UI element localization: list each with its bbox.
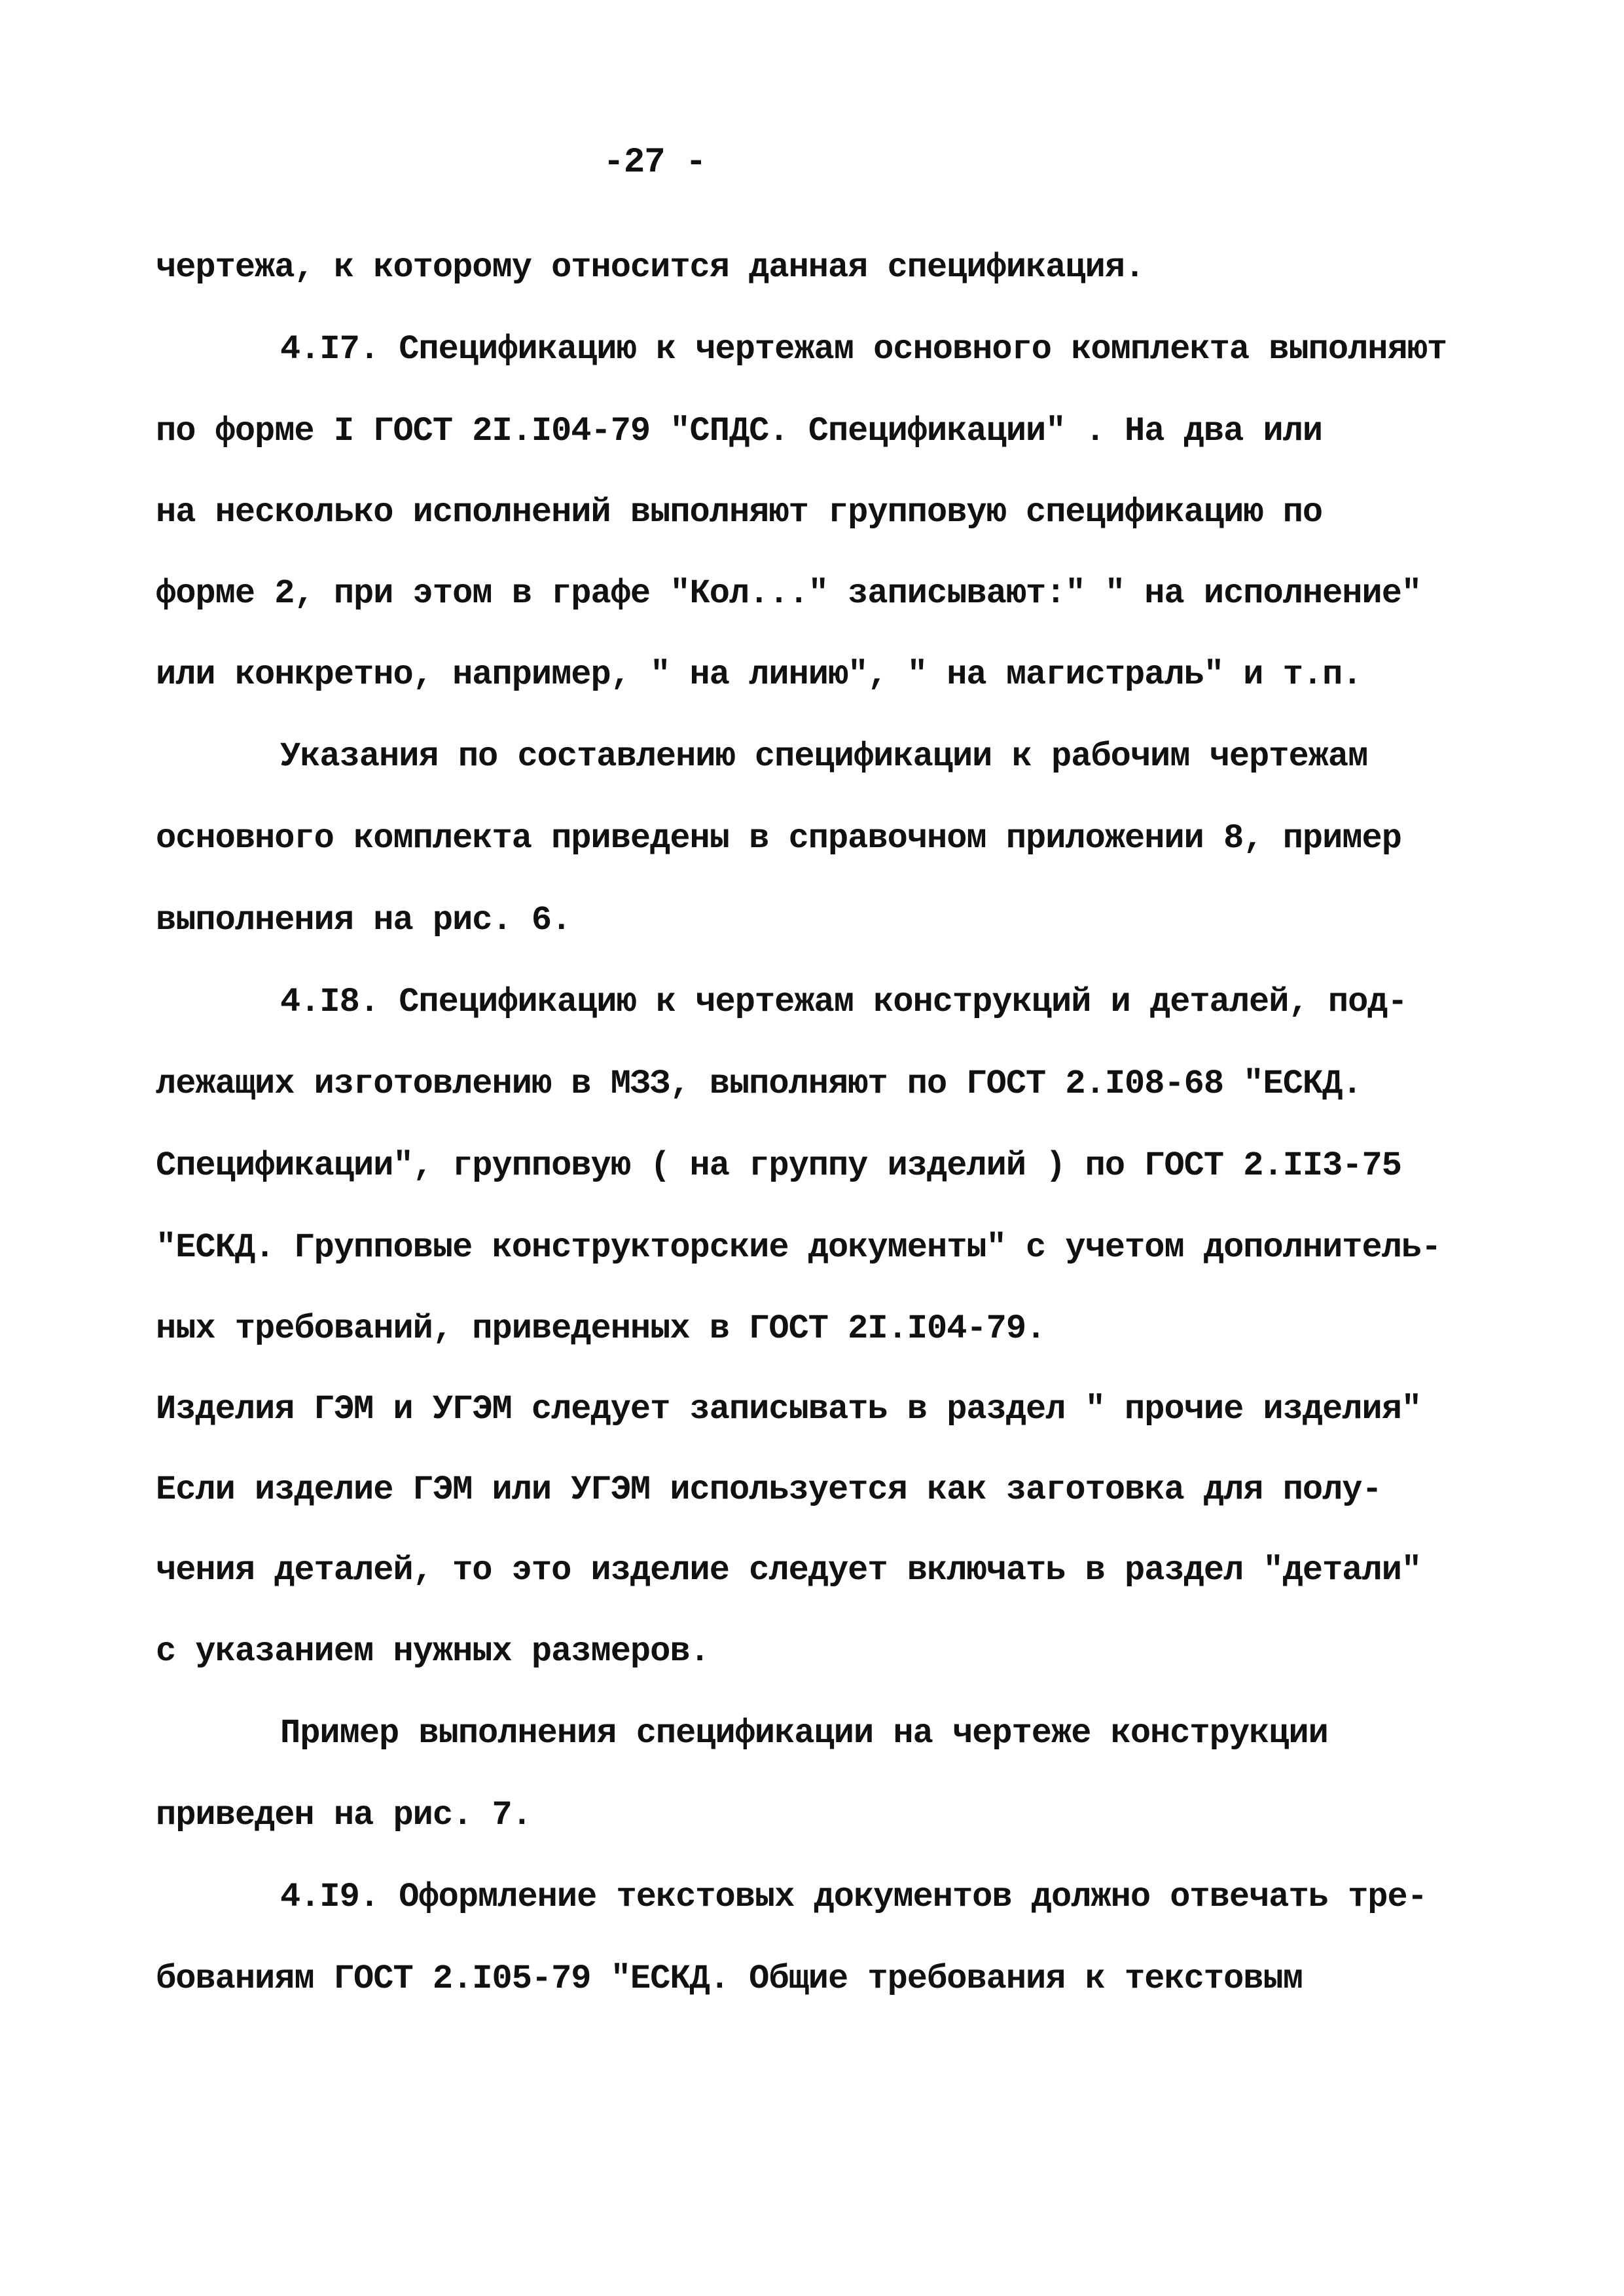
text-line: Изделия ГЭМ и УГЭМ следует записывать в раздел " прочие изделия": [156, 1390, 1422, 1429]
text-line: основного комплекта приведены в справочном приложении 8, пример: [156, 819, 1401, 858]
text-line: "ЕСКД. Групповые конструкторские документы" с учетом дополнитель-: [156, 1228, 1441, 1267]
text-line: чения деталей, то это изделие следует включать в раздел "детали": [156, 1551, 1422, 1590]
text-line: Указания по составлению спецификации к рабочим чертежам: [280, 737, 1368, 776]
text-line: бованиям ГОСТ 2.I05-79 "ЕСКД. Общие требования к текстовым: [156, 1959, 1303, 1998]
text-line: выполнения на рис. 6.: [156, 901, 571, 939]
page-number: -27 -: [603, 143, 706, 183]
text-line: чертежа, к которому относится данная спецификация.: [156, 248, 1145, 287]
text-line: ных требований, приведенных в ГОСТ 2I.I04-79.: [156, 1309, 1046, 1348]
text-line: на несколько исполнений выполняют групповую спецификацию по: [156, 493, 1323, 532]
text-line: или конкретно, например, " на линию", " на магистраль" и т.п.: [156, 655, 1362, 694]
text-line: форме 2, при этом в графе "Кол..." записывают:" " на исполнение": [156, 574, 1422, 613]
text-line: приведен на рис. 7.: [156, 1796, 532, 1834]
section-heading-4-18: 4.I8. Спецификацию к чертежам конструкций и деталей, под-: [280, 983, 1407, 1021]
text-line: Пример выполнения спецификации на чертеже конструкции: [280, 1714, 1328, 1753]
text-line: Если изделие ГЭМ или УГЭМ используется как заготовка для полу-: [156, 1470, 1382, 1509]
text-line: по форме I ГОСТ 2I.I04-79 "СПДС. Спецификации" . На два или: [156, 412, 1323, 450]
text-line: лежащих изготовлению в МЗЗ, выполняют по ГОСТ 2.I08-68 "ЕСКД.: [156, 1065, 1362, 1103]
text-line: Спецификации", групповую ( на группу изделий ) по ГОСТ 2.II3-75: [156, 1146, 1401, 1185]
text-line: с указанием нужных размеров.: [156, 1632, 710, 1671]
section-heading-4-19: 4.I9. Оформление текстовых документов должно отвечать тре-: [280, 1878, 1427, 1916]
section-heading-4-17: 4.I7. Спецификацию к чертежам основного комплекта выполняют: [280, 330, 1447, 369]
